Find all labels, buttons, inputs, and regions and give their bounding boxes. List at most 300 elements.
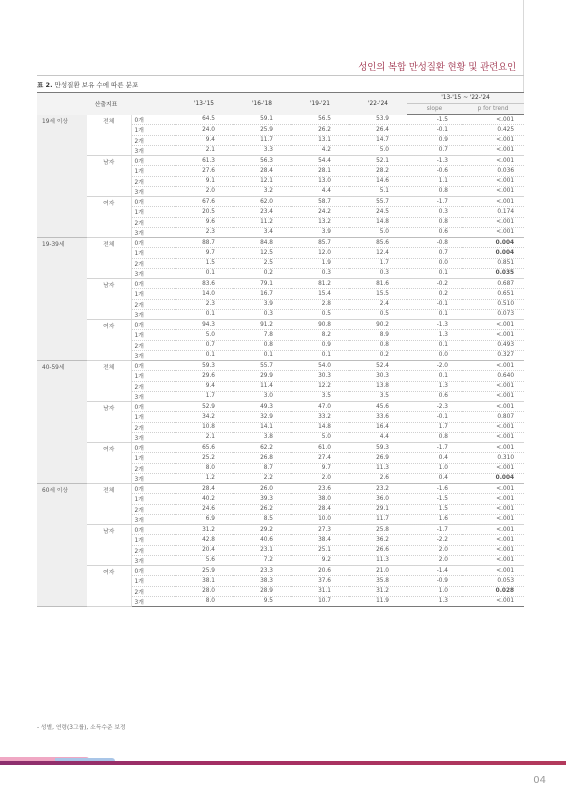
period-3-value-cell: 12.0	[291, 248, 349, 258]
slope-cell: -0.6	[407, 166, 462, 176]
period-1-value-cell: 25.2	[175, 453, 233, 463]
sex-group-label: 여자	[87, 566, 131, 607]
disease-count-cell: 3개	[131, 227, 175, 237]
disease-count-cell: 1개	[131, 207, 175, 217]
period-1-value-cell: 34.2	[175, 412, 233, 422]
period-3-value-cell: 2.8	[291, 299, 349, 309]
disease-count-cell: 2개	[131, 299, 175, 309]
table-row	[37, 279, 524, 289]
period-3-value-cell: 54.4	[291, 156, 349, 166]
disease-count-cell: 0개	[131, 443, 175, 453]
period-1-value-cell: 94.3	[175, 320, 233, 330]
period-4-value-cell: 14.7	[349, 135, 407, 145]
header-p-trend: p for trend	[462, 104, 524, 115]
p-trend-cell: 0.004	[462, 473, 524, 483]
sex-group-label: 전체	[87, 484, 131, 525]
header-period-3: '19-'21	[291, 93, 349, 115]
period-4-value-cell: 0.3	[349, 268, 407, 278]
period-1-value-cell: 9.6	[175, 217, 233, 227]
period-3-value-cell: 33.2	[291, 412, 349, 422]
period-4-value-cell: 25.8	[349, 525, 407, 535]
disease-count-cell: 0개	[131, 115, 175, 125]
running-header-title: 성인의 복합 만성질환 현황 및 관련요인	[358, 62, 516, 73]
slope-cell: 0.4	[407, 473, 462, 483]
period-1-value-cell: 9.4	[175, 381, 233, 391]
period-1-value-cell: 0.7	[175, 340, 233, 350]
sex-group-label: 남자	[87, 156, 131, 197]
disease-count-cell: 3개	[131, 268, 175, 278]
period-3-value-cell: 38.0	[291, 494, 349, 504]
disease-count-cell: 3개	[131, 555, 175, 565]
period-4-value-cell: 33.6	[349, 412, 407, 422]
period-4-value-cell: 16.4	[349, 422, 407, 432]
disease-count-cell: 0개	[131, 320, 175, 330]
sex-group-label: 전체	[87, 238, 131, 279]
slope-cell: 2.0	[407, 555, 462, 565]
period-2-value-cell: 23.4	[233, 207, 291, 217]
period-3-value-cell: 27.3	[291, 525, 349, 535]
header-period-1: '13-'15	[175, 93, 233, 115]
period-4-value-cell: 26.9	[349, 453, 407, 463]
header-indicator: 산출지표	[37, 93, 175, 115]
p-trend-cell: <.001	[462, 535, 524, 545]
slope-cell: 0.0	[407, 258, 462, 268]
period-4-value-cell: 14.8	[349, 217, 407, 227]
slope-cell: 0.9	[407, 135, 462, 145]
p-trend-cell: <.001	[462, 514, 524, 524]
period-3-value-cell: 4.4	[291, 186, 349, 196]
period-3-value-cell: 20.6	[291, 566, 349, 576]
period-4-value-cell: 30.3	[349, 371, 407, 381]
period-1-value-cell: 2.1	[175, 432, 233, 442]
p-trend-cell: <.001	[462, 197, 524, 207]
sex-group-label: 남자	[87, 402, 131, 443]
disease-count-cell: 3개	[131, 473, 175, 483]
age-group-label: 60세 이상	[37, 484, 87, 607]
period-4-value-cell: 26.4	[349, 125, 407, 135]
slope-cell: -0.1	[407, 125, 462, 135]
period-1-value-cell: 20.5	[175, 207, 233, 217]
period-1-value-cell: 29.6	[175, 371, 233, 381]
p-trend-cell: <.001	[462, 432, 524, 442]
period-1-value-cell: 28.0	[175, 586, 233, 596]
period-1-value-cell: 9.7	[175, 248, 233, 258]
p-trend-cell: <.001	[462, 402, 524, 412]
period-2-value-cell: 7.2	[233, 555, 291, 565]
p-trend-cell: <.001	[462, 494, 524, 504]
slope-cell: 0.1	[407, 340, 462, 350]
p-trend-cell: 0.073	[462, 309, 524, 319]
header-trend-group: '13-'15 ~ '22-'24	[407, 93, 524, 104]
sex-group-label: 여자	[87, 197, 131, 238]
period-3-value-cell: 90.8	[291, 320, 349, 330]
period-4-value-cell: 45.6	[349, 402, 407, 412]
period-1-value-cell: 28.4	[175, 484, 233, 494]
period-2-value-cell: 12.1	[233, 176, 291, 186]
period-1-value-cell: 0.1	[175, 268, 233, 278]
disease-count-cell: 2개	[131, 176, 175, 186]
period-4-value-cell: 11.3	[349, 555, 407, 565]
table-row	[37, 361, 524, 371]
period-2-value-cell: 39.3	[233, 494, 291, 504]
p-trend-cell: <.001	[462, 504, 524, 514]
period-1-value-cell: 2.0	[175, 186, 233, 196]
period-4-value-cell: 2.4	[349, 299, 407, 309]
period-2-value-cell: 3.8	[233, 432, 291, 442]
period-4-value-cell: 11.7	[349, 514, 407, 524]
period-3-value-cell: 2.0	[291, 473, 349, 483]
disease-count-cell: 0개	[131, 156, 175, 166]
disease-count-cell: 2개	[131, 258, 175, 268]
period-2-value-cell: 8.5	[233, 514, 291, 524]
period-1-value-cell: 10.8	[175, 422, 233, 432]
period-3-value-cell: 25.1	[291, 545, 349, 555]
period-1-value-cell: 0.1	[175, 309, 233, 319]
period-1-value-cell: 8.0	[175, 596, 233, 606]
period-3-value-cell: 5.0	[291, 432, 349, 442]
slope-cell: 0.3	[407, 207, 462, 217]
period-2-value-cell: 16.7	[233, 289, 291, 299]
period-1-value-cell: 38.1	[175, 576, 233, 586]
disease-count-cell: 1개	[131, 125, 175, 135]
period-3-value-cell: 13.1	[291, 135, 349, 145]
slope-cell: -0.1	[407, 412, 462, 422]
period-3-value-cell: 28.4	[291, 504, 349, 514]
disease-count-cell: 1개	[131, 330, 175, 340]
period-2-value-cell: 3.4	[233, 227, 291, 237]
disease-count-cell: 0개	[131, 197, 175, 207]
table-row	[37, 156, 524, 166]
p-trend-cell: 0.651	[462, 289, 524, 299]
slope-cell: -0.8	[407, 238, 462, 248]
slope-cell: 1.0	[407, 463, 462, 473]
table-row	[37, 525, 524, 535]
p-trend-cell: 0.036	[462, 166, 524, 176]
disease-count-cell: 3개	[131, 186, 175, 196]
period-2-value-cell: 84.8	[233, 238, 291, 248]
period-1-value-cell: 88.7	[175, 238, 233, 248]
period-4-value-cell: 0.5	[349, 309, 407, 319]
period-3-value-cell: 56.5	[291, 115, 349, 125]
period-2-value-cell: 23.3	[233, 566, 291, 576]
slope-cell: 0.0	[407, 350, 462, 360]
p-trend-cell: 0.425	[462, 125, 524, 135]
period-1-value-cell: 24.0	[175, 125, 233, 135]
period-2-value-cell: 26.0	[233, 484, 291, 494]
p-trend-cell: <.001	[462, 145, 524, 155]
slope-cell: 1.3	[407, 330, 462, 340]
period-4-value-cell: 55.7	[349, 197, 407, 207]
period-2-value-cell: 12.5	[233, 248, 291, 258]
period-2-value-cell: 2.5	[233, 258, 291, 268]
disease-count-cell: 1개	[131, 371, 175, 381]
period-3-value-cell: 0.5	[291, 309, 349, 319]
slope-cell: -0.1	[407, 299, 462, 309]
period-4-value-cell: 3.5	[349, 391, 407, 401]
period-3-value-cell: 30.3	[291, 371, 349, 381]
period-2-value-cell: 59.1	[233, 115, 291, 125]
period-4-value-cell: 52.4	[349, 361, 407, 371]
header-vertical-rule	[523, 0, 524, 104]
header-rule	[37, 75, 524, 76]
slope-cell: -1.7	[407, 525, 462, 535]
slope-cell: -1.3	[407, 320, 462, 330]
period-4-value-cell: 5.0	[349, 227, 407, 237]
period-4-value-cell: 14.6	[349, 176, 407, 186]
period-4-value-cell: 11.9	[349, 596, 407, 606]
table-row	[37, 197, 524, 207]
period-1-value-cell: 31.2	[175, 525, 233, 535]
disease-count-cell: 2개	[131, 463, 175, 473]
period-3-value-cell: 0.1	[291, 350, 349, 360]
header-period-2: '16-'18	[233, 93, 291, 115]
period-1-value-cell: 8.0	[175, 463, 233, 473]
period-3-value-cell: 24.2	[291, 207, 349, 217]
period-1-value-cell: 14.0	[175, 289, 233, 299]
slope-cell: -0.9	[407, 576, 462, 586]
period-2-value-cell: 9.5	[233, 596, 291, 606]
period-1-value-cell: 6.9	[175, 514, 233, 524]
disease-count-cell: 3개	[131, 145, 175, 155]
period-2-value-cell: 56.3	[233, 156, 291, 166]
slope-cell: -2.0	[407, 361, 462, 371]
period-1-value-cell: 25.9	[175, 566, 233, 576]
period-1-value-cell: 1.5	[175, 258, 233, 268]
period-3-value-cell: 81.2	[291, 279, 349, 289]
table-row	[37, 484, 524, 494]
header-period-4: '22-'24	[349, 93, 407, 115]
period-1-value-cell: 59.3	[175, 361, 233, 371]
period-3-value-cell: 54.0	[291, 361, 349, 371]
period-2-value-cell: 11.2	[233, 217, 291, 227]
period-1-value-cell: 1.2	[175, 473, 233, 483]
period-1-value-cell: 42.8	[175, 535, 233, 545]
period-3-value-cell: 1.9	[291, 258, 349, 268]
period-4-value-cell: 81.6	[349, 279, 407, 289]
period-4-value-cell: 26.6	[349, 545, 407, 555]
period-2-value-cell: 28.9	[233, 586, 291, 596]
disease-count-cell: 0개	[131, 566, 175, 576]
disease-count-cell: 3개	[131, 309, 175, 319]
period-4-value-cell: 28.2	[349, 166, 407, 176]
table-row	[37, 320, 524, 330]
slope-cell: 1.7	[407, 422, 462, 432]
age-group-label: 19세 이상	[37, 115, 87, 238]
footer-band-purple	[0, 761, 566, 765]
period-2-value-cell: 40.6	[233, 535, 291, 545]
p-trend-cell: <.001	[462, 186, 524, 196]
period-2-value-cell: 28.4	[233, 166, 291, 176]
period-3-value-cell: 28.1	[291, 166, 349, 176]
slope-cell: -1.6	[407, 484, 462, 494]
period-1-value-cell: 83.6	[175, 279, 233, 289]
period-3-value-cell: 47.0	[291, 402, 349, 412]
sex-group-label: 남자	[87, 279, 131, 320]
period-1-value-cell: 24.6	[175, 504, 233, 514]
period-1-value-cell: 64.5	[175, 115, 233, 125]
period-3-value-cell: 31.1	[291, 586, 349, 596]
slope-cell: -1.5	[407, 115, 462, 125]
period-4-value-cell: 0.2	[349, 350, 407, 360]
p-trend-cell: 0.174	[462, 207, 524, 217]
p-trend-cell: <.001	[462, 545, 524, 555]
period-4-value-cell: 5.0	[349, 145, 407, 155]
period-4-value-cell: 59.3	[349, 443, 407, 453]
period-1-value-cell: 5.0	[175, 330, 233, 340]
period-4-value-cell: 23.2	[349, 484, 407, 494]
period-2-value-cell: 29.9	[233, 371, 291, 381]
age-group-label: 19-39세	[37, 238, 87, 361]
table-caption-text: 만성질환 보유 수에 따른 분포	[54, 81, 139, 89]
period-2-value-cell: 3.9	[233, 299, 291, 309]
period-2-value-cell: 23.1	[233, 545, 291, 555]
p-trend-cell: 0.053	[462, 576, 524, 586]
slope-cell: 0.1	[407, 268, 462, 278]
p-trend-cell: 0.851	[462, 258, 524, 268]
p-trend-cell: <.001	[462, 330, 524, 340]
period-1-value-cell: 0.1	[175, 350, 233, 360]
period-1-value-cell: 52.9	[175, 402, 233, 412]
p-trend-cell: <.001	[462, 227, 524, 237]
period-3-value-cell: 8.2	[291, 330, 349, 340]
period-2-value-cell: 26.2	[233, 504, 291, 514]
period-2-value-cell: 0.3	[233, 309, 291, 319]
period-2-value-cell: 91.2	[233, 320, 291, 330]
period-4-value-cell: 29.1	[349, 504, 407, 514]
period-4-value-cell: 8.9	[349, 330, 407, 340]
period-4-value-cell: 53.9	[349, 115, 407, 125]
period-3-value-cell: 3.9	[291, 227, 349, 237]
period-1-value-cell: 67.6	[175, 197, 233, 207]
p-trend-cell: <.001	[462, 555, 524, 565]
disease-count-cell: 1개	[131, 453, 175, 463]
table-body	[37, 115, 524, 607]
disease-count-cell: 2개	[131, 217, 175, 227]
table-header-row	[37, 93, 524, 104]
disease-count-cell: 2개	[131, 381, 175, 391]
slope-cell: -1.7	[407, 443, 462, 453]
period-2-value-cell: 38.3	[233, 576, 291, 586]
period-4-value-cell: 0.8	[349, 340, 407, 350]
p-trend-cell: <.001	[462, 484, 524, 494]
disease-count-cell: 0개	[131, 279, 175, 289]
slope-cell: -1.5	[407, 494, 462, 504]
slope-cell: 0.8	[407, 217, 462, 227]
p-trend-cell: <.001	[462, 525, 524, 535]
slope-cell: -1.3	[407, 156, 462, 166]
table-row	[37, 402, 524, 412]
p-trend-cell: 0.510	[462, 299, 524, 309]
period-3-value-cell: 10.0	[291, 514, 349, 524]
slope-cell: 0.7	[407, 145, 462, 155]
disease-count-cell: 2개	[131, 586, 175, 596]
period-2-value-cell: 25.9	[233, 125, 291, 135]
p-trend-cell: <.001	[462, 566, 524, 576]
period-3-value-cell: 58.7	[291, 197, 349, 207]
period-3-value-cell: 9.2	[291, 555, 349, 565]
disease-count-cell: 2개	[131, 545, 175, 555]
period-4-value-cell: 11.3	[349, 463, 407, 473]
slope-cell: 0.7	[407, 248, 462, 258]
period-2-value-cell: 8.7	[233, 463, 291, 473]
period-1-value-cell: 1.7	[175, 391, 233, 401]
period-2-value-cell: 79.1	[233, 279, 291, 289]
period-1-value-cell: 2.3	[175, 227, 233, 237]
disease-count-cell: 3개	[131, 596, 175, 606]
table-caption-label: 표 2.	[37, 81, 53, 89]
slope-cell: 1.3	[407, 596, 462, 606]
period-3-value-cell: 3.5	[291, 391, 349, 401]
p-trend-cell: 0.687	[462, 279, 524, 289]
period-3-value-cell: 37.6	[291, 576, 349, 586]
period-1-value-cell: 61.3	[175, 156, 233, 166]
period-3-value-cell: 26.2	[291, 125, 349, 135]
disease-count-cell: 0개	[131, 402, 175, 412]
period-3-value-cell: 27.4	[291, 453, 349, 463]
period-4-value-cell: 52.1	[349, 156, 407, 166]
p-trend-cell: <.001	[462, 596, 524, 606]
period-3-value-cell: 15.4	[291, 289, 349, 299]
period-2-value-cell: 26.8	[233, 453, 291, 463]
period-3-value-cell: 14.8	[291, 422, 349, 432]
slope-cell: 0.1	[407, 309, 462, 319]
period-2-value-cell: 0.8	[233, 340, 291, 350]
period-3-value-cell: 10.7	[291, 596, 349, 606]
period-2-value-cell: 3.0	[233, 391, 291, 401]
disease-count-cell: 2개	[131, 135, 175, 145]
sex-group-label: 전체	[87, 361, 131, 402]
period-3-value-cell: 13.2	[291, 217, 349, 227]
table-row	[37, 115, 524, 125]
table-footnote: - 성별, 연령(3그룹), 소득수준 보정	[37, 725, 126, 731]
period-4-value-cell: 35.8	[349, 576, 407, 586]
period-1-value-cell: 9.4	[175, 135, 233, 145]
period-2-value-cell: 32.9	[233, 412, 291, 422]
period-3-value-cell: 23.6	[291, 484, 349, 494]
period-4-value-cell: 5.1	[349, 186, 407, 196]
p-trend-cell: <.001	[462, 176, 524, 186]
p-trend-cell: 0.035	[462, 268, 524, 278]
period-2-value-cell: 14.1	[233, 422, 291, 432]
page-number: 04	[533, 775, 546, 786]
period-4-value-cell: 24.5	[349, 207, 407, 217]
period-2-value-cell: 7.8	[233, 330, 291, 340]
p-trend-cell: <.001	[462, 156, 524, 166]
p-trend-cell: 0.004	[462, 238, 524, 248]
disease-count-cell: 3개	[131, 514, 175, 524]
disease-count-cell: 3개	[131, 391, 175, 401]
period-4-value-cell: 36.0	[349, 494, 407, 504]
period-2-value-cell: 29.2	[233, 525, 291, 535]
disease-count-cell: 0개	[131, 484, 175, 494]
period-4-value-cell: 85.6	[349, 238, 407, 248]
age-group-label: 40-59세	[37, 361, 87, 484]
period-4-value-cell: 12.4	[349, 248, 407, 258]
disease-count-cell: 2개	[131, 504, 175, 514]
disease-count-cell: 1개	[131, 248, 175, 258]
slope-cell: -2.3	[407, 402, 462, 412]
table-caption	[37, 80, 138, 89]
period-2-value-cell: 0.2	[233, 268, 291, 278]
period-4-value-cell: 36.2	[349, 535, 407, 545]
period-4-value-cell: 21.0	[349, 566, 407, 576]
disease-count-cell: 3개	[131, 350, 175, 360]
disease-count-cell: 0개	[131, 525, 175, 535]
p-trend-cell: <.001	[462, 443, 524, 453]
p-trend-cell: <.001	[462, 463, 524, 473]
period-3-value-cell: 4.2	[291, 145, 349, 155]
period-1-value-cell: 65.6	[175, 443, 233, 453]
